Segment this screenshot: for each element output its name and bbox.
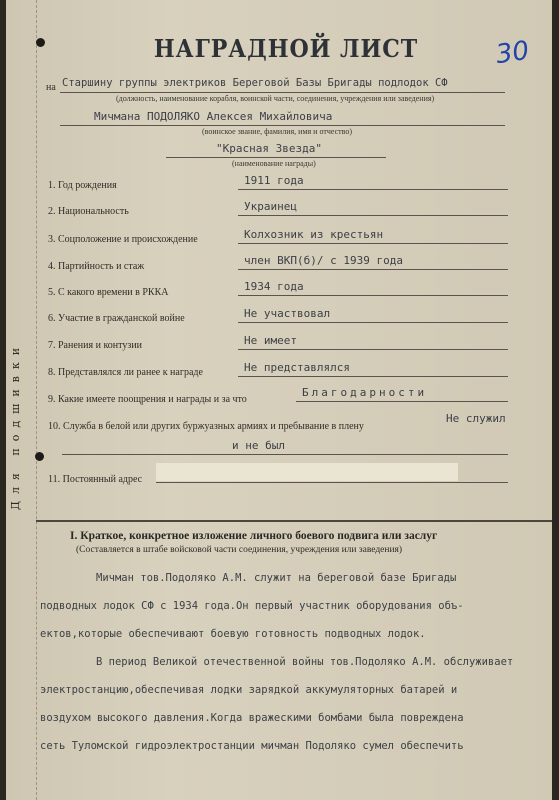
- binding-strip: [6, 0, 37, 800]
- field-label: 3. Соцположение и происхождение: [48, 234, 198, 245]
- field-underline: [296, 401, 508, 402]
- field-value: 1911 года: [244, 174, 304, 187]
- binding-label: Для подшивки: [9, 340, 22, 510]
- field-label: 2. Национальность: [48, 206, 129, 217]
- narrative-line: Мичман тов.Подоляко А.М. служит на береговой базе Бригады: [96, 572, 457, 584]
- field-underline: [238, 349, 508, 350]
- field-value: 1934 года: [244, 280, 304, 293]
- position-caption: (должность, наименование корабля, воинской части, соединения, учреждения или заведения): [116, 94, 435, 103]
- section-divider: [36, 520, 552, 522]
- narrative-line: В период Великой отечественной войны тов.Подоляко А.М. обслуживает: [96, 656, 514, 668]
- field-underline: [238, 269, 508, 270]
- field-label: 10. Служба в белой или других буржуазных армиях и пребывание в плену: [48, 421, 364, 432]
- field-value: член ВКП(б)/ с 1939 года: [244, 254, 403, 267]
- field-label: 4. Партийность и стаж: [48, 261, 145, 272]
- section-title: I. Краткое, конкретное изложение личного боевого подвига или заслуг: [70, 530, 438, 542]
- field-underline: [238, 243, 508, 244]
- redacted-address: [156, 463, 458, 481]
- field-value: Не имеет: [244, 334, 297, 347]
- award-sheet: [6, 0, 552, 800]
- narrative-line: электростанцию,обеспечивая лодки зарядкой аккумуляторных батарей и: [40, 684, 458, 696]
- field-value: Колхозник из крестьян: [244, 228, 384, 241]
- person-value: Мичмана ПОДОЛЯКО Алексея Михайловича: [94, 110, 333, 123]
- field-label: 5. С какого времени в РККА: [48, 287, 169, 298]
- award-value: "Красная Звезда": [216, 142, 322, 155]
- field-value-continued: и не был: [232, 439, 285, 452]
- field-underline: [238, 215, 508, 216]
- field-label: 9. Какие имеете поощрения и награды и за что: [48, 394, 247, 405]
- field-value: Не участвовал: [244, 307, 331, 320]
- field-value: Не представлялся: [244, 361, 350, 374]
- narrative-line: сеть Туломской гидроэлектростанции мичман Подоляко сумел обеспечить: [40, 740, 464, 752]
- field-underline: [238, 322, 508, 323]
- field-value: Украинец: [244, 200, 297, 213]
- field-underline: [238, 189, 508, 190]
- field-underline: [238, 376, 508, 377]
- narrative-line: воздухом высокого давления.Когда вражескими бомбами была повреждена: [40, 712, 464, 724]
- field-label: 8. Представлялся ли ранее к награде: [48, 367, 203, 378]
- field-label: 11. Постоянный адрес: [48, 474, 143, 485]
- field-label: 6. Участие в гражданской войне: [48, 313, 185, 324]
- field-underline: [238, 295, 508, 296]
- narrative-line: ектов,которые обеспечивают боевую готовность подводных лодок.: [40, 628, 426, 640]
- position-value: Старшину группы электриков Береговой Базы Бригады подлодок СФ: [62, 77, 448, 89]
- person-caption: (воинское звание, фамилия, имя и отчество): [202, 127, 353, 136]
- person-underline: [60, 125, 505, 126]
- field-underline: [62, 454, 508, 455]
- award-underline: [166, 157, 386, 158]
- document-title: НАГРАДНОЙ ЛИСТ: [153, 34, 419, 63]
- na-label: на: [46, 82, 56, 93]
- section-subtitle: (Составляется в штабе войсковой части соединения, учреждения или заведения): [76, 545, 403, 555]
- punch-hole: [36, 38, 45, 47]
- punch-hole: [35, 452, 44, 461]
- field-value: Не служил: [446, 412, 506, 425]
- field-underline: [156, 482, 508, 483]
- field-label: 1. Год рождения: [48, 180, 117, 191]
- archive-page-number: 30: [494, 35, 532, 71]
- position-underline: [60, 92, 505, 93]
- field-value: Благодарности: [302, 386, 428, 399]
- award-caption: (наименование награды): [232, 159, 316, 168]
- field-label: 7. Ранения и контузии: [48, 340, 143, 351]
- narrative-line: подводных лодок СФ с 1934 года.Он первый участник оборудования объ-: [40, 600, 464, 612]
